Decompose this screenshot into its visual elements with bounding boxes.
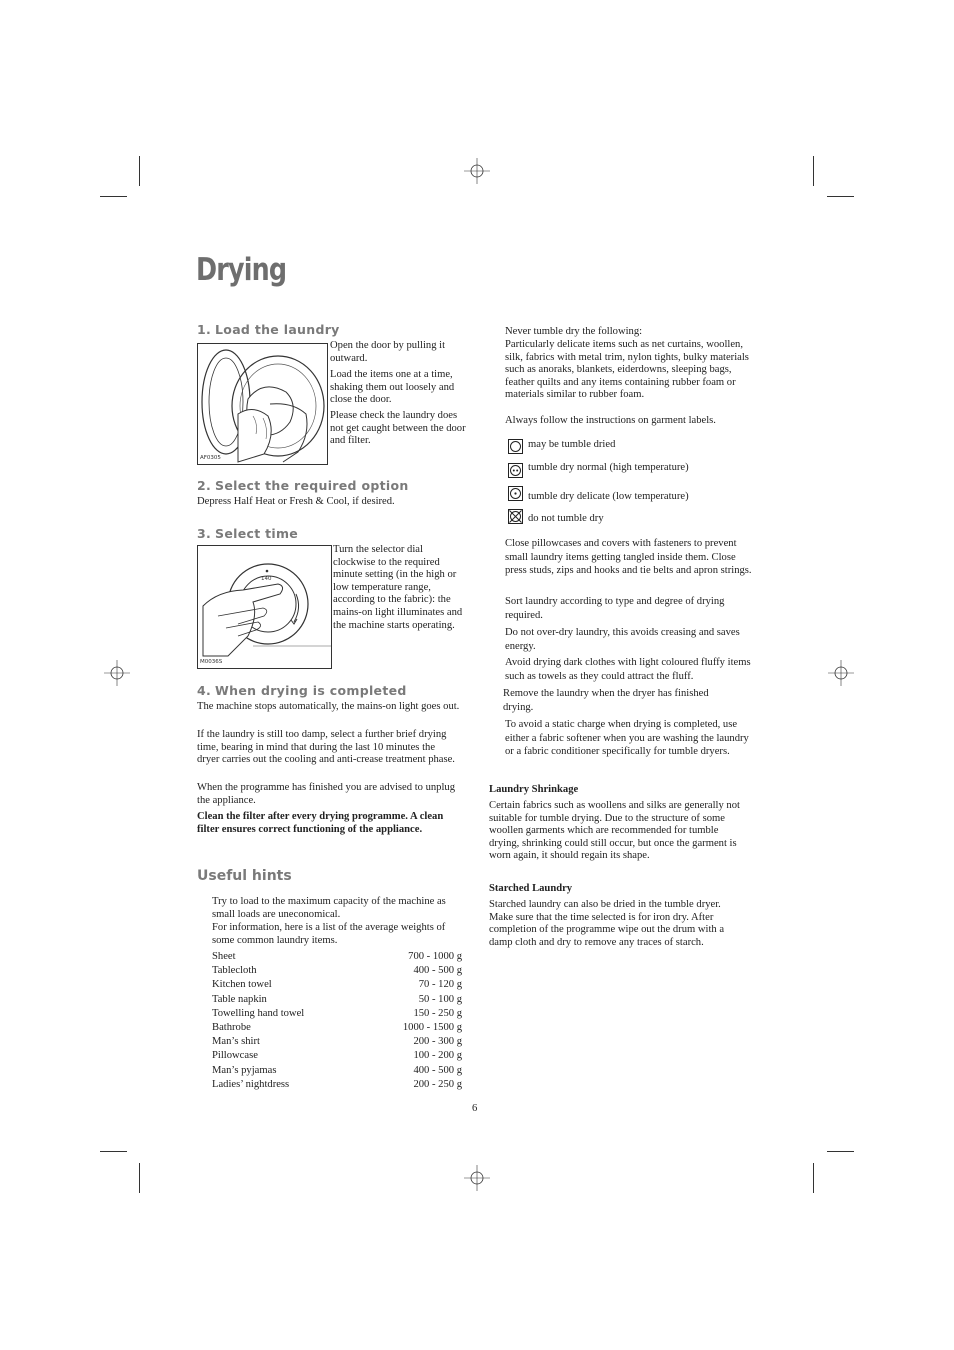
table-row xyxy=(212,964,462,978)
registration-mark-icon xyxy=(464,158,490,184)
section-heading-completed xyxy=(197,683,407,698)
table-row xyxy=(212,1021,462,1035)
crop-mark xyxy=(813,1163,814,1193)
crossed-circle-icon xyxy=(508,509,523,524)
clean-filter-note: Clean the filter after every drying programme. A clean filter ensures correct functioning of the appliance. xyxy=(197,811,444,835)
page-title: Drying xyxy=(196,252,287,288)
item-weight: 70 - 120 g xyxy=(418,979,462,991)
section-number: 4. xyxy=(197,683,212,698)
table-row xyxy=(212,1078,462,1092)
item-name: Towelling hand towel xyxy=(212,1007,305,1019)
section-heading-option xyxy=(197,478,409,493)
section-title: Select time xyxy=(215,526,299,541)
section-title: Load the laundry xyxy=(215,322,340,337)
never-text: Particularly delicate items such as net curtains, woollen, silk, fabrics with metal trim, nylon tights, bulky materials such as anoraks, blankets, eiderdowns, sleeping bags, feather quilts and any items containing rubber foam or materials similar to rubber foam. xyxy=(505,339,749,401)
table-row xyxy=(212,1049,462,1063)
item-name: Kitchen towel xyxy=(212,979,272,991)
select-time-illustration xyxy=(197,545,332,669)
item-weight: 150 - 250 g xyxy=(413,1007,462,1019)
section-heading-load xyxy=(197,322,340,337)
useful-hints-heading: Useful hints xyxy=(197,868,292,884)
completed-paragraph-3: When the programme has finished you are advised to unplug the appliance. xyxy=(197,782,456,806)
tip-dark-clothes: Avoid drying dark clothes with light coloured fluffy items such as towels as they could attract the fluff. xyxy=(505,657,751,682)
crop-mark xyxy=(100,1151,127,1152)
item-name: Tablecloth xyxy=(212,965,257,977)
time-text: Turn the selector dial clockwise to the required minute setting (in the high or low temperature range, according to the fabric): the mains-on light illuminates and the machine starts operating. xyxy=(333,544,463,631)
one-dot-circle-icon xyxy=(508,486,523,501)
figure-code: M0036S xyxy=(200,659,223,665)
completed-paragraph-2: If the laundry is still too damp, select a further brief drying time, bearing in mind that during the last 10 minutes the dryer carries out the cooling and anti-crease treatment phase. xyxy=(197,729,455,766)
item-weight: 50 - 100 g xyxy=(418,993,462,1005)
labels-text: Always follow the instructions on garment labels. xyxy=(505,415,716,426)
section-title: When drying is completed xyxy=(215,683,407,698)
item-weight: 400 - 500 g xyxy=(413,1064,462,1076)
load-laundry-illustration xyxy=(197,343,328,465)
symbol-label: may be tumble dried xyxy=(528,439,616,450)
starched-text: Starched laundry can also be dried in the tumble dryer. Make sure that the time selected is for iron dry. After completion of the programme wipe out the drum with a damp cloth and dry to remove any traces of starch. xyxy=(489,899,725,948)
item-weight: 400 - 500 g xyxy=(413,965,462,977)
starched-heading: Starched Laundry xyxy=(489,883,573,894)
hints-intro-1: Try to load to the maximum capacity of the machine as small loads are uneconomical. xyxy=(212,896,446,920)
item-name: Man’s shirt xyxy=(212,1036,260,1048)
registration-mark-icon xyxy=(104,660,130,686)
item-name: Bathrobe xyxy=(212,1022,251,1034)
item-name: Ladies’ nightdress xyxy=(212,1078,290,1090)
selector-dial-image xyxy=(198,546,331,668)
section-number: 3. xyxy=(197,526,212,541)
crop-mark xyxy=(100,196,127,197)
item-weight: 100 - 200 g xyxy=(413,1050,462,1062)
crop-mark xyxy=(827,1151,854,1152)
circle-in-square-icon xyxy=(508,439,523,454)
load-paragraph-3: Please check the laundry does not get caught between the door and filter. xyxy=(330,410,466,447)
never-intro: Never tumble dry the following: xyxy=(505,326,643,337)
section-heading-time xyxy=(197,526,298,541)
tip-static: To avoid a static charge when drying is completed, use either a fabric softener when you are washing the laundry or a fabric conditioner specifically for tumble dryers. xyxy=(505,719,749,758)
table-row xyxy=(212,1007,462,1021)
option-text: Depress Half Heat or Fresh & Cool, if desired. xyxy=(197,496,395,507)
hints-intro-2: For information, here is a list of the average weights of some common laundry items. xyxy=(212,922,446,946)
item-name: Pillowcase xyxy=(212,1050,258,1062)
load-paragraph-1: Open the door by pulling it outward. xyxy=(330,340,446,364)
registration-mark-icon xyxy=(464,1165,490,1191)
symbol-label: do not tumble dry xyxy=(528,513,604,524)
tip-over-dry: Do not over-dry laundry, this avoids creasing and saves energy. xyxy=(505,627,740,652)
figure-code: AF0305 xyxy=(200,455,221,461)
crop-mark xyxy=(139,156,140,186)
section-title: Select the required option xyxy=(215,478,409,493)
dial-scale-label: 140 xyxy=(261,576,272,582)
shrinkage-heading: Laundry Shrinkage xyxy=(489,784,579,795)
table-row xyxy=(212,993,462,1007)
item-weight: 700 - 1000 g xyxy=(408,951,462,962)
tip-sort: Sort laundry according to type and degree of drying required. xyxy=(505,596,725,621)
symbol-label: tumble dry delicate (low temperature) xyxy=(528,491,689,502)
crop-mark xyxy=(827,196,854,197)
shrinkage-text: Certain fabrics such as woollens and silks are generally not suitable for tumble drying. Due to the structure of some woollen garments which are recommended for tumble drying, shrinking could still occur, but once the garment is worn again, it should regain its shape. xyxy=(489,800,740,862)
page-number: 6 xyxy=(472,1103,478,1114)
completed-paragraph-1: The machine stops automatically, the mains-on light goes out. xyxy=(197,701,460,712)
symbol-label: tumble dry normal (high temperature) xyxy=(528,462,689,473)
table-row xyxy=(212,1064,462,1078)
registration-mark-icon xyxy=(828,660,854,686)
section-number: 2. xyxy=(197,478,212,493)
table-row xyxy=(212,950,462,964)
tip-remove: Remove the laundry when the dryer has finished drying. xyxy=(503,688,709,713)
washer-door-image xyxy=(198,344,327,464)
item-name: Man’s pyjamas xyxy=(212,1064,277,1076)
table-row xyxy=(212,978,462,992)
section-number: 1. xyxy=(197,322,212,337)
load-paragraph-2: Load the items one at a time, shaking them out loosely and close the door. xyxy=(330,369,455,406)
two-dots-circle-icon xyxy=(508,463,523,478)
item-name: Table napkin xyxy=(212,993,267,1005)
item-weight: 1000 - 1500 g xyxy=(402,1022,462,1034)
crop-mark xyxy=(139,1163,140,1193)
item-name: Sheet xyxy=(212,951,236,962)
item-weight: 200 - 250 g xyxy=(413,1078,462,1090)
tip-fasteners: Close pillowcases and covers with fasteners to prevent small laundry items getting tangled inside them. Close press studs, zips and hooks and tie belts and apron strings. xyxy=(505,538,752,577)
crop-mark xyxy=(813,156,814,186)
laundry-weights-table xyxy=(212,950,462,1092)
item-weight: 200 - 300 g xyxy=(413,1036,462,1048)
table-row xyxy=(212,1035,462,1049)
